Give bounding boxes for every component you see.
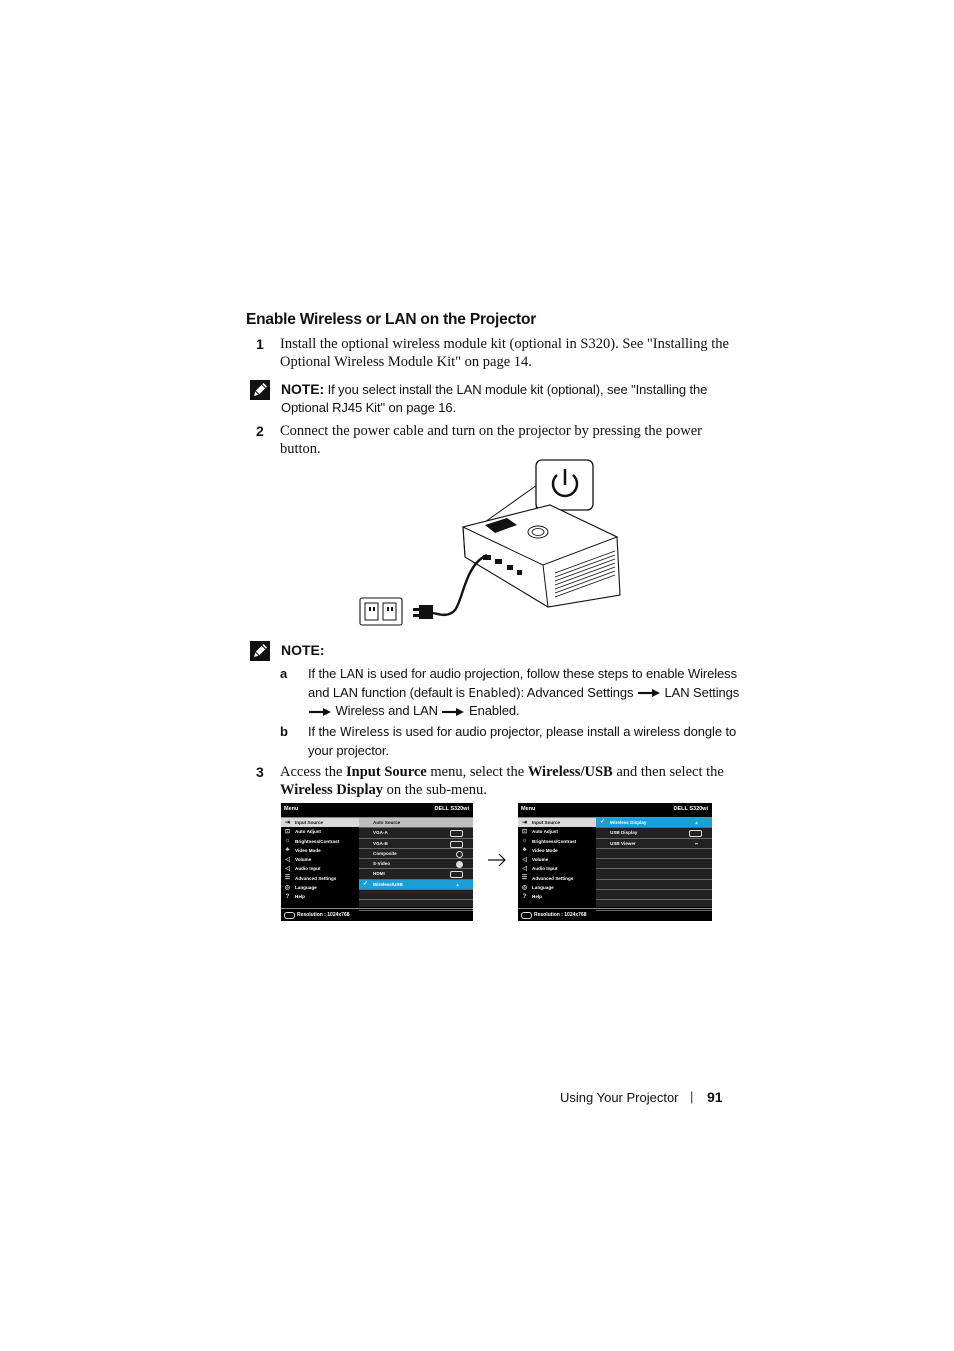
note-text: is used for audio projector, please install a wireless dongle to [389, 724, 737, 739]
osd-sub-item[interactable] [359, 859, 473, 869]
note-keyword: LAN [339, 667, 364, 681]
osd-item-label: Audio Input [532, 866, 558, 872]
page-number: 91 [707, 1089, 723, 1105]
osd-item-label: Volume [532, 857, 549, 863]
volume-icon: ◁ [285, 856, 290, 863]
osd-sub-item[interactable] [596, 839, 712, 849]
osd-item-language[interactable] [281, 883, 359, 892]
resolution-icon [521, 912, 532, 919]
osd-sub-item[interactable] [359, 869, 473, 879]
osd-item-volume[interactable] [518, 855, 596, 864]
step-text [280, 763, 750, 799]
footer-section: Using Your Projector [560, 1090, 679, 1105]
menu-name: Wireless/USB [527, 764, 613, 780]
osd-sub-label: Auto Source [373, 820, 401, 825]
osd-item-advanced-settings[interactable] [281, 874, 359, 883]
osd-item-label: Language [532, 885, 554, 891]
help-icon: ? [285, 893, 290, 900]
audio-input-icon: ◁ [522, 865, 527, 872]
osd-submenu [359, 818, 473, 907]
note-label: NOTE: [281, 381, 325, 397]
usb-icon: ⭠ [694, 840, 699, 846]
arrow-right-icon [308, 707, 332, 717]
step-text [280, 422, 750, 458]
input-source-icon: ⇥ [521, 819, 528, 826]
osd-item-label: Video Mode [532, 847, 558, 853]
osd-resolution: Resolution : 1024x768 [534, 912, 587, 918]
osd-menu-title: Menu [521, 806, 536, 812]
osd-item-brightness[interactable] [281, 837, 359, 846]
step-text-line: Connect the power cable and turn on the projector by pressing the power [280, 423, 702, 439]
step-number: 1 [256, 336, 264, 352]
svideo-port-icon [456, 861, 463, 868]
note-item-a [308, 665, 753, 720]
osd-sub-empty [359, 890, 473, 900]
osd-sub-item[interactable] [359, 849, 473, 859]
footer-separator: | [690, 1089, 694, 1104]
advanced-settings-icon: ☰ [521, 875, 528, 882]
wireless-antenna-icon: ⩚ [695, 820, 698, 825]
note-text: Enabled. [469, 703, 520, 718]
usb-display-icon [689, 830, 702, 837]
osd-header [518, 803, 712, 818]
osd-resolution: Resolution : 1024x768 [297, 912, 350, 918]
osd-sub-empty [596, 880, 712, 890]
osd-sub-item[interactable] [359, 839, 473, 849]
section-title: Enable Wireless or LAN on the Projector [246, 311, 537, 328]
osd-item-input-source[interactable] [281, 818, 359, 827]
osd-footer [281, 908, 473, 921]
list-letter: a [280, 666, 288, 681]
video-mode-icon: ♣ [285, 847, 290, 854]
osd-sub-label: VGA-A [373, 830, 388, 836]
step-text-line: button. [280, 441, 321, 457]
osd-item-label: Audio Input [295, 866, 321, 872]
pencil-note-icon [249, 379, 271, 401]
osd-model: DELL S320wi [673, 806, 708, 812]
osd-item-label: Input Source [532, 820, 561, 825]
osd-item-label: Video Mode [295, 847, 321, 853]
step-text-line: Optional Wireless Module Kit" on page 14. [280, 354, 532, 370]
composite-port-icon [456, 851, 463, 858]
video-mode-icon: ♣ [522, 847, 527, 854]
osd-item-audio-input[interactable] [281, 864, 359, 873]
pencil-note-icon [249, 640, 271, 662]
osd-item-auto-adjust[interactable] [518, 827, 596, 836]
note-keyword: Wireless [339, 725, 390, 739]
note-text: If you select install the LAN module kit (optional), see "Installing the [327, 382, 708, 397]
step-text-line: Install the optional wireless module kit (optional in S320). See "Installing the [280, 336, 729, 352]
osd-item-help[interactable] [281, 892, 359, 901]
osd-sub-item-selected[interactable] [596, 818, 712, 828]
osd-sub-empty [596, 890, 712, 900]
step-number: 2 [256, 423, 264, 439]
osd-item-label: Input Source [295, 820, 324, 825]
advanced-settings-icon: ☰ [284, 875, 291, 882]
step-text-part: and then select the [612, 764, 724, 780]
menu-name: Input Source [346, 764, 427, 780]
osd-sub-label: S-Video [373, 861, 391, 867]
osd-item-language[interactable] [518, 883, 596, 892]
osd-menu-title: Menu [284, 806, 299, 812]
note-text: Wireless and LAN [335, 703, 438, 718]
osd-item-brightness[interactable] [518, 837, 596, 846]
step-text [280, 335, 750, 371]
osd-item-label: Auto Adjust [295, 829, 321, 835]
vga-port-icon [450, 841, 463, 848]
osd-item-label: Volume [295, 857, 312, 863]
osd-sub-label: Wireless/USB [373, 881, 403, 887]
osd-item-label: Brightness/Contrast [295, 838, 340, 844]
osd-sub-empty [596, 849, 712, 859]
arrow-right-icon [441, 707, 465, 717]
note-text: Optional RJ45 Kit" on page 16. [281, 399, 457, 415]
arrow-right-icon [487, 853, 507, 867]
osd-item-label: Auto Adjust [532, 829, 558, 835]
brightness-icon: ☼ [284, 838, 291, 845]
note-text: If the [308, 724, 340, 739]
osd-submenu [596, 818, 712, 907]
osd-item-video-mode[interactable] [281, 846, 359, 855]
osd-menu-input-source [281, 803, 473, 921]
osd-item-input-source[interactable] [518, 818, 596, 827]
note [281, 381, 751, 416]
projector-power-illustration [355, 455, 630, 630]
step-text-part: on the sub-menu. [383, 782, 487, 798]
menu-name: Wireless Display [280, 782, 383, 798]
note-keyword: Enabled [468, 685, 517, 700]
auto-adjust-icon: ⊡ [284, 828, 291, 835]
osd-sub-item[interactable] [359, 818, 473, 828]
osd-sub-label: HDMI [373, 871, 385, 877]
osd-sub-label: Composite [373, 850, 397, 856]
osd-sub-empty [596, 859, 712, 869]
note-text: and LAN function (default is [308, 684, 469, 700]
osd-sub-label: VGA-B [373, 840, 388, 846]
note-text: LAN Settings [664, 684, 740, 700]
note-text: If the [308, 666, 340, 681]
input-source-icon: ⇥ [284, 819, 291, 826]
osd-sub-item[interactable] [596, 828, 712, 838]
osd-item-advanced-settings[interactable] [518, 874, 596, 883]
osd-item-help[interactable] [518, 892, 596, 901]
step-text-part: menu, select the [426, 764, 528, 780]
osd-item-label: Advanced Settings [295, 875, 337, 881]
osd-sub-label: USB Display [610, 830, 638, 836]
osd-sub-label: Wireless Display [610, 820, 647, 825]
note-label: NOTE: [281, 642, 325, 658]
osd-item-label: Language [295, 885, 317, 891]
wireless-antenna-icon: ⩚ [456, 881, 459, 887]
osd-item-audio-input[interactable] [518, 864, 596, 873]
check-icon: ✓ [600, 819, 606, 825]
osd-footer [518, 908, 712, 921]
note-text: ): Advanced Settings [516, 684, 634, 700]
step-text-part: Access the [280, 764, 347, 780]
language-icon: ◎ [284, 884, 291, 891]
arrow-right-icon [637, 688, 661, 698]
vga-port-icon [450, 830, 463, 837]
check-icon: ✓ [363, 880, 369, 887]
brightness-icon: ☼ [521, 838, 528, 845]
osd-item-label: Help [295, 894, 305, 900]
osd-item-label: Help [532, 894, 542, 900]
step-number: 3 [256, 764, 264, 780]
osd-header [281, 803, 473, 818]
osd-sub-label: USB Viewer [610, 840, 636, 846]
help-icon: ? [522, 893, 527, 900]
osd-main-menu [281, 818, 359, 902]
osd-item-video-mode[interactable] [518, 846, 596, 855]
audio-input-icon: ◁ [285, 865, 290, 872]
note-text: is used for audio projection, follow these steps to enable Wireless [363, 666, 737, 681]
osd-item-label: Advanced Settings [532, 875, 574, 881]
language-icon: ◎ [521, 884, 528, 891]
hdmi-port-icon [450, 871, 463, 878]
osd-main-menu [518, 818, 596, 902]
auto-adjust-icon: ⊡ [521, 828, 528, 835]
note-item-b [308, 723, 753, 759]
osd-menu-wireless-usb [518, 803, 712, 921]
osd-item-volume[interactable] [281, 855, 359, 864]
note-text: your projector. [308, 742, 389, 758]
osd-item-auto-adjust[interactable] [281, 827, 359, 836]
osd-sub-item-selected[interactable] [359, 880, 473, 890]
list-letter: b [280, 724, 288, 739]
osd-sub-empty [596, 869, 712, 879]
volume-icon: ◁ [522, 856, 527, 863]
osd-sub-item[interactable] [359, 828, 473, 838]
resolution-icon [284, 912, 295, 919]
osd-model: DELL S320wi [434, 806, 469, 812]
osd-item-label: Brightness/Contrast [532, 838, 577, 844]
